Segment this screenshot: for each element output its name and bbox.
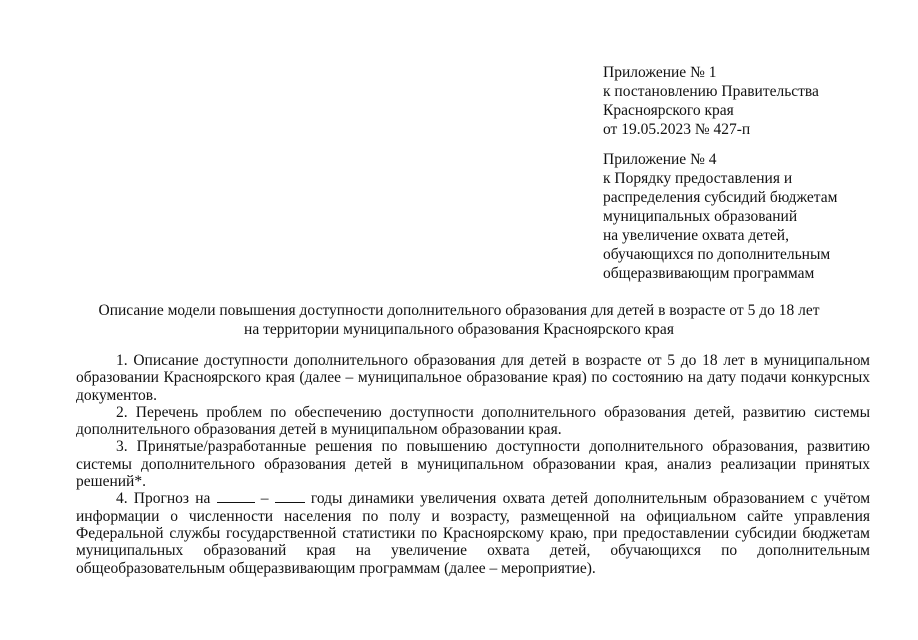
title-line-1: Описание модели повышения доступности дополнительного образования для детей в возрасте от 5 до 18 лет	[98, 302, 820, 319]
appendix-4-line: к Порядку предоставления и	[603, 170, 793, 187]
paragraph-4-rest: годы динамики увеличения охвата детей дополнительным образованием с учётом информации о численности населения по полу и возрасту, размещенной на официальном сайте управления Федеральной службы государственной статистики по Красноярскому краю, при предоставлении субсидии бюджетам муниципальных образований края на увеличение охвата детей, обучающихся по дополнительным общеобразовательным общеразвивающим программам (далее – мероприятие).	[76, 490, 871, 577]
appendix-1-line: Приложение № 1	[603, 64, 717, 81]
paragraph-1: 1. Описание доступности дополнительного образования для детей в возрасте от 5 до 18 лет в муниципальном образовании Красноярского края (далее – муниципальное образование края) по состоянию на дату подачи конкурсных документов.	[76, 352, 870, 404]
appendix-4-line: муниципальных образований	[603, 208, 798, 225]
paragraph-3: 3. Принятые/разработанные решения по повышению доступности дополнительного образования, развитию системы дополнительного образования детей в муниципальном образовании края, анализ реализации принятых решений*.	[76, 438, 870, 491]
appendix-1-line: Красноярского края	[603, 102, 734, 119]
paragraph-4-prefix: 4. Прогноз на	[116, 490, 211, 508]
title-line-2: на территории муниципального образования Красноярского края	[244, 321, 674, 338]
paragraph-4	[76, 490, 870, 576]
appendix-4-line: на увеличение охвата детей,	[603, 227, 789, 244]
document-body	[76, 352, 870, 577]
paragraph-4-dash: –	[260, 490, 269, 508]
blank-year-start	[217, 490, 255, 503]
appendix-1-line: к постановлению Правительства	[603, 83, 819, 100]
appendix-4-line: Приложение № 4	[603, 151, 717, 168]
paragraph-2: 2. Перечень проблем по обеспечению доступности дополнительного образования детей, развитию системы дополнительного образования детей в муниципальном образовании края.	[76, 403, 870, 439]
appendix-4-line: обучающихся по дополнительным	[603, 246, 831, 263]
appendix-4-line: распределения субсидий бюджетам	[603, 189, 838, 206]
appendix-1-line: от 19.05.2023 № 427-п	[603, 121, 751, 138]
appendix-4-header	[603, 150, 837, 283]
document-title	[0, 301, 918, 339]
appendix-1-header	[603, 63, 819, 139]
blank-year-end	[275, 490, 305, 503]
appendix-4-line: общеразвивающим программам	[603, 265, 815, 282]
